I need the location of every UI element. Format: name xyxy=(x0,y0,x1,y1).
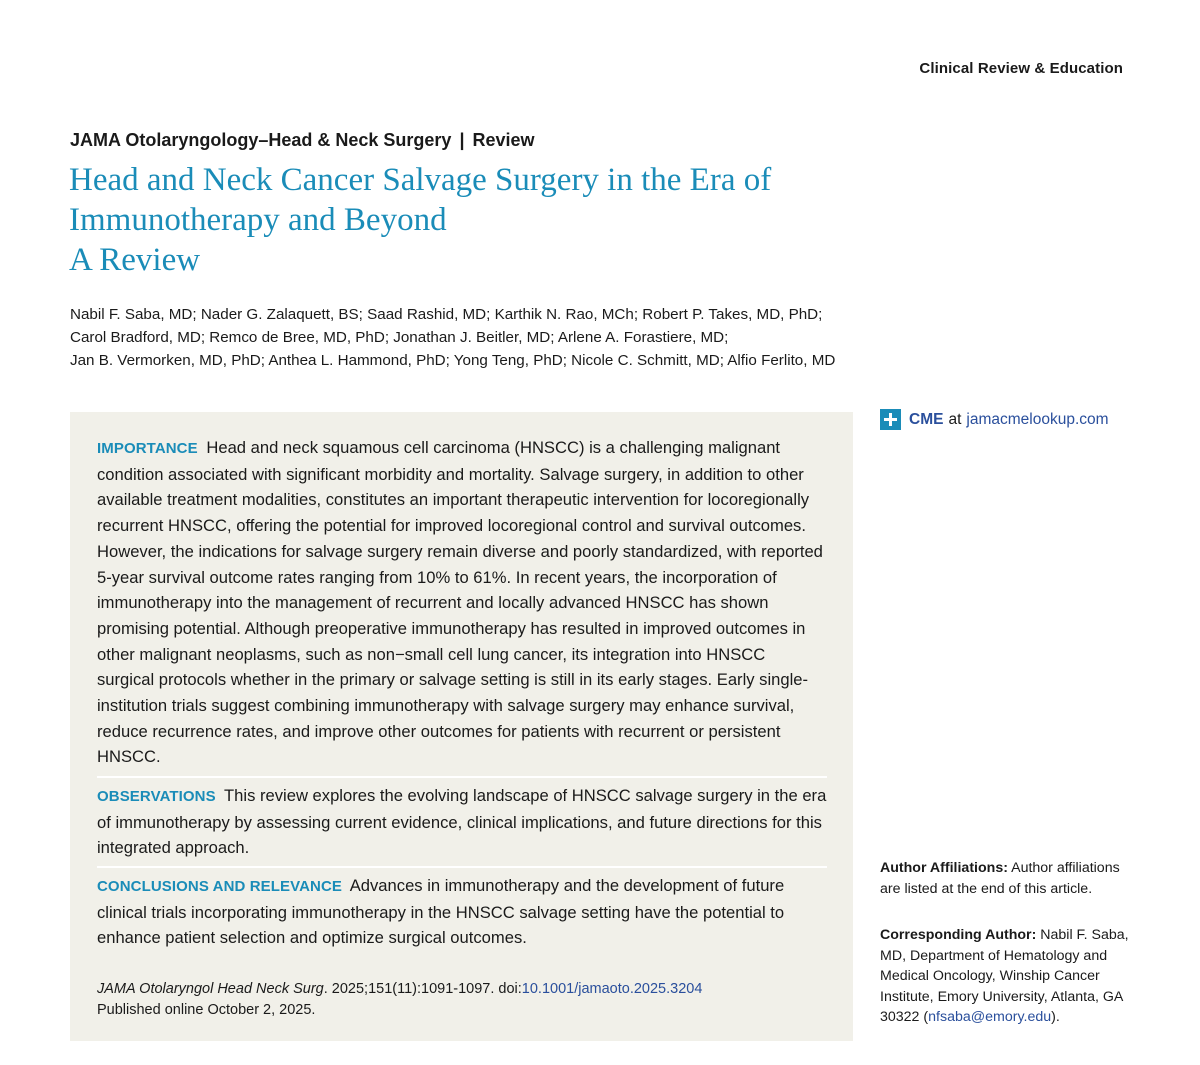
doi-link[interactable]: 10.1001/jamaoto.2025.3204 xyxy=(521,981,703,997)
cme-label: CME xyxy=(909,410,944,428)
cme-link[interactable]: jamacmelookup.com xyxy=(966,410,1109,428)
affiliations-heading: Author Affiliations: xyxy=(880,860,1008,876)
email-close-paren: ). xyxy=(1051,1009,1060,1025)
citation-line xyxy=(97,979,827,1000)
corresponding-text: Nabil F. Saba, MD, Department of Hematology and Medical Oncology, Winship Cancer Institute, Emory University, Atlanta, GA 30322 xyxy=(880,927,1129,1025)
journal-separator: | xyxy=(459,130,465,150)
journal-line xyxy=(70,130,535,151)
cme-at: at xyxy=(948,410,962,428)
author-line: Carol Bradford, MD; Remco de Bree, MD, PhD; Jonathan J. Beitler, MD; Arlene A. Forastiere, MD; xyxy=(70,329,729,346)
abstract-box xyxy=(70,412,853,1041)
citation-journal: JAMA Otolaryngol Head Neck Surg xyxy=(97,981,324,997)
citation xyxy=(97,979,827,1021)
article-title: Head and Neck Cancer Salvage Surgery in the Era of Immunotherapy and Beyond xyxy=(69,162,772,238)
email-link[interactable]: nfsaba@emory.edu xyxy=(928,1009,1052,1025)
section-label: Clinical Review & Education xyxy=(919,60,1123,77)
abstract-divider xyxy=(97,866,827,868)
importance-heading: IMPORTANCE xyxy=(97,440,198,457)
author-line: Nabil F. Saba, MD; Nader G. Zalaquett, BS; Saad Rashid, MD; Karthik N. Rao, MCh; Robert P. Takes, MD, PhD; xyxy=(70,306,823,323)
email-open-paren: ( xyxy=(923,1009,929,1025)
conclusions-heading: CONCLUSIONS AND RELEVANCE xyxy=(97,878,343,895)
author-affiliations xyxy=(880,858,1130,899)
author-line: Jan B. Vermorken, MD, PhD; Anthea L. Hammond, PhD; Yong Teng, PhD; Nicole C. Schmitt, MD; Alfio Ferlito, MD xyxy=(70,352,836,369)
plus-icon xyxy=(880,409,901,430)
conclusions-text: Advances in immunotherapy and the development of future clinical trials incorporating immunotherapy in the HNSCC salvage setting have the potential to enhance patient selection and optimize surgical outcomes. xyxy=(97,876,785,948)
author-list xyxy=(70,303,870,372)
affiliations-text: Author affiliations are listed at the end of this article. xyxy=(880,860,1120,897)
journal-name: JAMA Otolaryngology–Head & Neck Surgery xyxy=(70,130,452,150)
abstract-observations xyxy=(97,783,827,861)
cme-block xyxy=(880,409,1109,430)
abstract-importance xyxy=(97,435,827,770)
abstract-divider xyxy=(97,776,827,778)
article-subtitle: A Review xyxy=(69,242,201,278)
corresponding-author xyxy=(880,925,1130,1028)
published-date: Published online October 2, 2025. xyxy=(97,1002,316,1018)
abstract-conclusions xyxy=(97,873,827,951)
article-type: Review xyxy=(472,130,535,150)
observations-heading: OBSERVATIONS xyxy=(97,788,216,805)
corresponding-heading: Corresponding Author: xyxy=(880,927,1037,943)
importance-text: Head and neck squamous cell carcinoma (HNSCC) is a challenging malignant condition associated with significant morbidity and mortality. Salvage surgery, in addition to other available treatment modalities, constitutes an important therapeutic intervention for locoregionally recurrent HNSCC, offering the potential for improved locoregional control and survival outcomes. However, the indications for salvage surgery remain diverse and poorly standardized, with reported 5-year survival outcome rates ranging from 10% to 61%. In recent years, the incorporation of immunotherapy into the management of recurrent and locally advanced HNSCC has shown promising potential. Although preoperative immunotherapy has resulted in improved outcomes in other malignant neoplasms, such as non−small cell lung cancer, its integration into HNSCC surgical protocols whether in the primary or salvage setting is still in its early stages. Early single-institution trials suggest combining immunotherapy with salvage surgery may enhance survival, reduce recurrence rates, and improve other outcomes for patients with recurrent or persistent HNSCC. xyxy=(97,438,823,767)
citation-details: . 2025;151(11):1091-1097. doi: xyxy=(323,981,522,997)
observations-text: This review explores the evolving landscape of HNSCC salvage surgery in the era of immunotherapy by assessing current evidence, clinical implications, and future directions for this integrated approach. xyxy=(97,786,827,858)
